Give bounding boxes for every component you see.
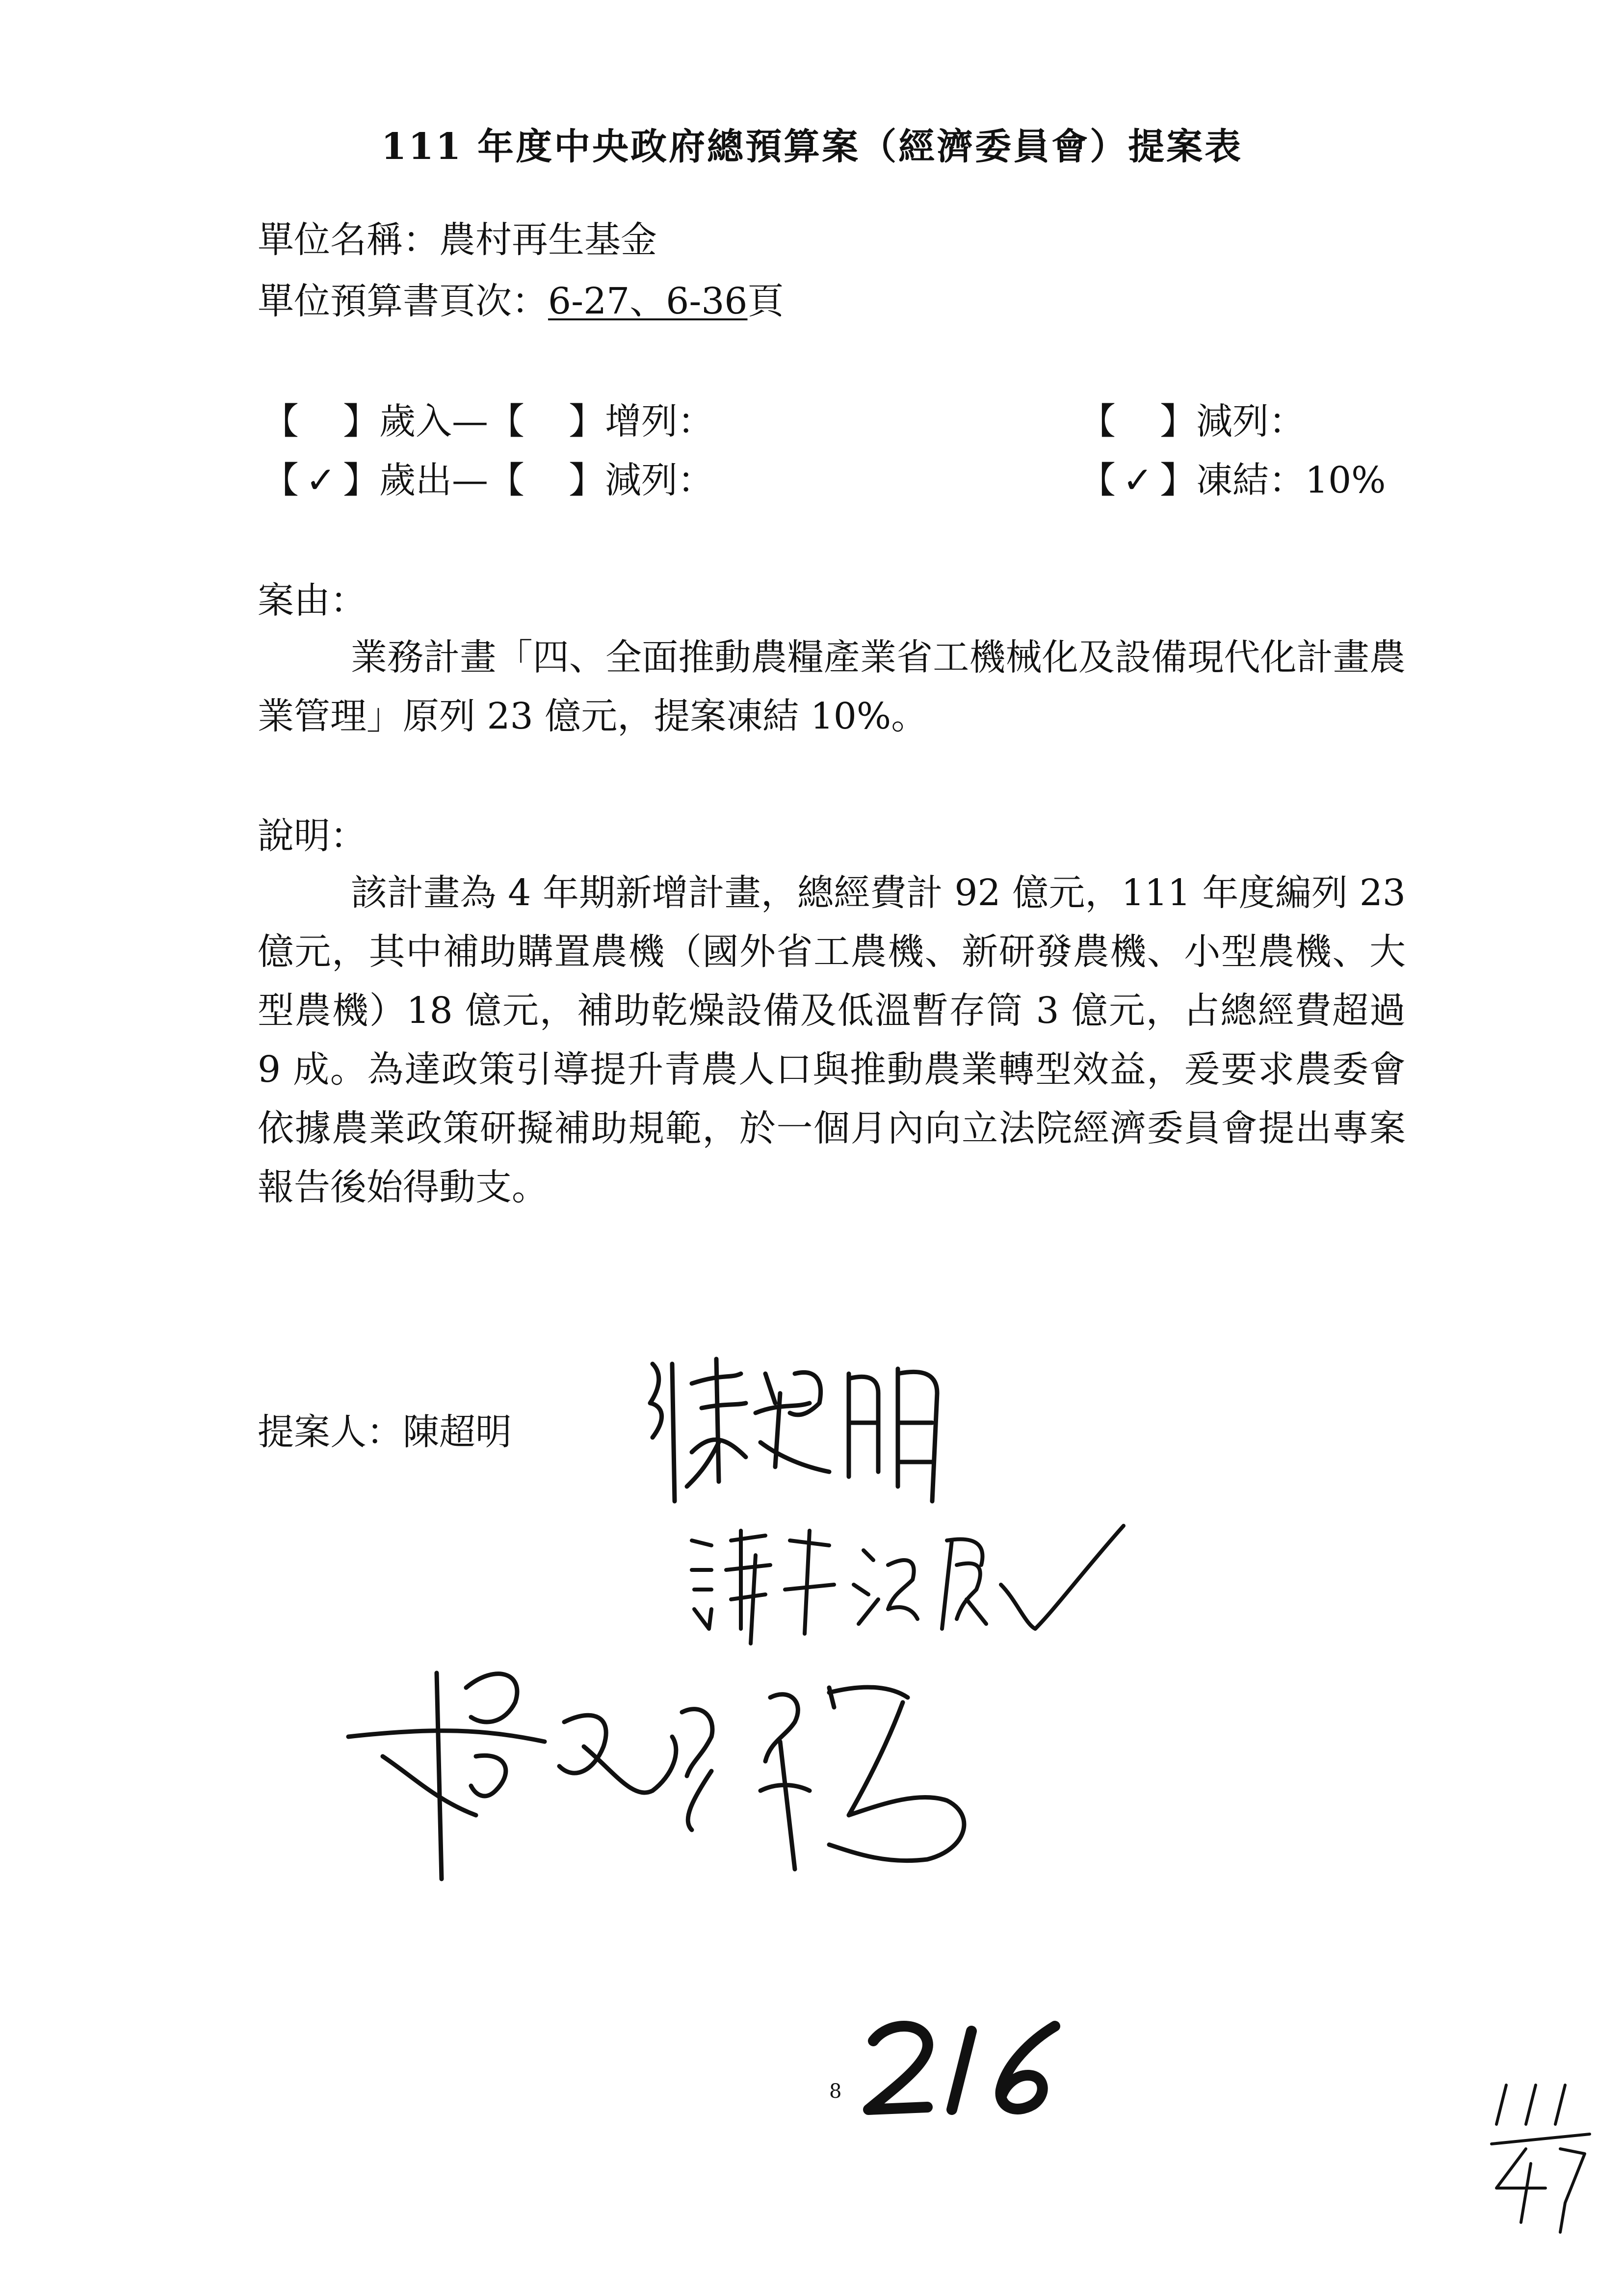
- bracket-close: 】: [569, 400, 605, 443]
- signature-2: [682, 1511, 1143, 1650]
- signature-3: [339, 1644, 1016, 1920]
- unit-name: 農村再生基金: [439, 219, 657, 261]
- proposer-label: 提案人：: [258, 1411, 403, 1453]
- expense-label: 歲出—: [379, 459, 488, 501]
- check-mark: ✓: [305, 459, 336, 501]
- bracket-open: 【: [1079, 400, 1116, 443]
- bracket-open: 【: [1079, 459, 1116, 501]
- document-title: 111 年度中央政府總預算案（經濟委員會）提案表: [381, 126, 1243, 168]
- bracket-close: 】: [569, 459, 605, 501]
- expense-decrease-label: 減列：: [605, 459, 714, 501]
- proposer-name: 陳超明: [403, 1411, 512, 1453]
- bracket-close: 】: [1160, 400, 1196, 443]
- budget-page-line: [258, 272, 784, 324]
- revenue-decrease-label: 減列：: [1196, 400, 1305, 443]
- expense-freeze-checkbox: [1079, 451, 1386, 503]
- expense-checkbox: [262, 451, 714, 503]
- check-mark: ✓: [1122, 459, 1153, 501]
- budget-page-suffix: 頁: [747, 280, 784, 322]
- bracket-open: 【: [262, 400, 299, 443]
- bracket-close: 】: [343, 459, 379, 501]
- bracket-open: 【: [488, 459, 524, 501]
- explanation-text: 該計畫為 4 年期新增計畫，總經費計 92 億元，111 年度編列 23 億元，其中補助購置農機（國外省工農機、新研發農機、小型農機、大型農機）18 億元，補助乾燥設備及低溫暫存筒 3 億元，占總經費超過 9 成。為達政策引導提升青農人口與推動農業轉型效益，爰要求農委會依據農業政策研擬補助規範，於一個月內向立法院經濟委員會提出專案報告後始得動支。: [258, 872, 1406, 1208]
- signature-1: [633, 1344, 986, 1523]
- bracket-close: 】: [343, 400, 379, 443]
- revenue-increase-label: 增列：: [605, 400, 714, 443]
- archive-stamp: [1487, 2075, 1599, 2254]
- page-number-printed: 8: [829, 2080, 842, 2103]
- reason-heading: 案由：: [258, 579, 367, 622]
- budget-page-label: 單位預算書頁次：: [258, 280, 548, 322]
- revenue-label: 歲入—: [379, 400, 488, 443]
- revenue-checkbox: [262, 392, 714, 444]
- bracket-close: 】: [1160, 459, 1196, 501]
- explanation-heading: 說明：: [258, 815, 367, 857]
- bracket-open: 【: [488, 400, 524, 443]
- page-number-handwritten: [859, 2011, 1074, 2126]
- proposer-line: [258, 1403, 512, 1455]
- unit-name-line: [258, 211, 657, 263]
- expense-freeze-label: 凍結：10%: [1196, 459, 1386, 501]
- budget-page-value: 6-27、6-36: [548, 280, 748, 322]
- reason-text: 業務計畫「四、全面推動農糧產業省工機械化及設備現代化計畫農業管理」原列 23 億元，提案凍結 10%。: [258, 636, 1406, 737]
- unit-name-label: 單位名稱：: [258, 219, 439, 261]
- revenue-decrease-checkbox: [1079, 392, 1305, 444]
- bracket-open: 【: [262, 459, 299, 501]
